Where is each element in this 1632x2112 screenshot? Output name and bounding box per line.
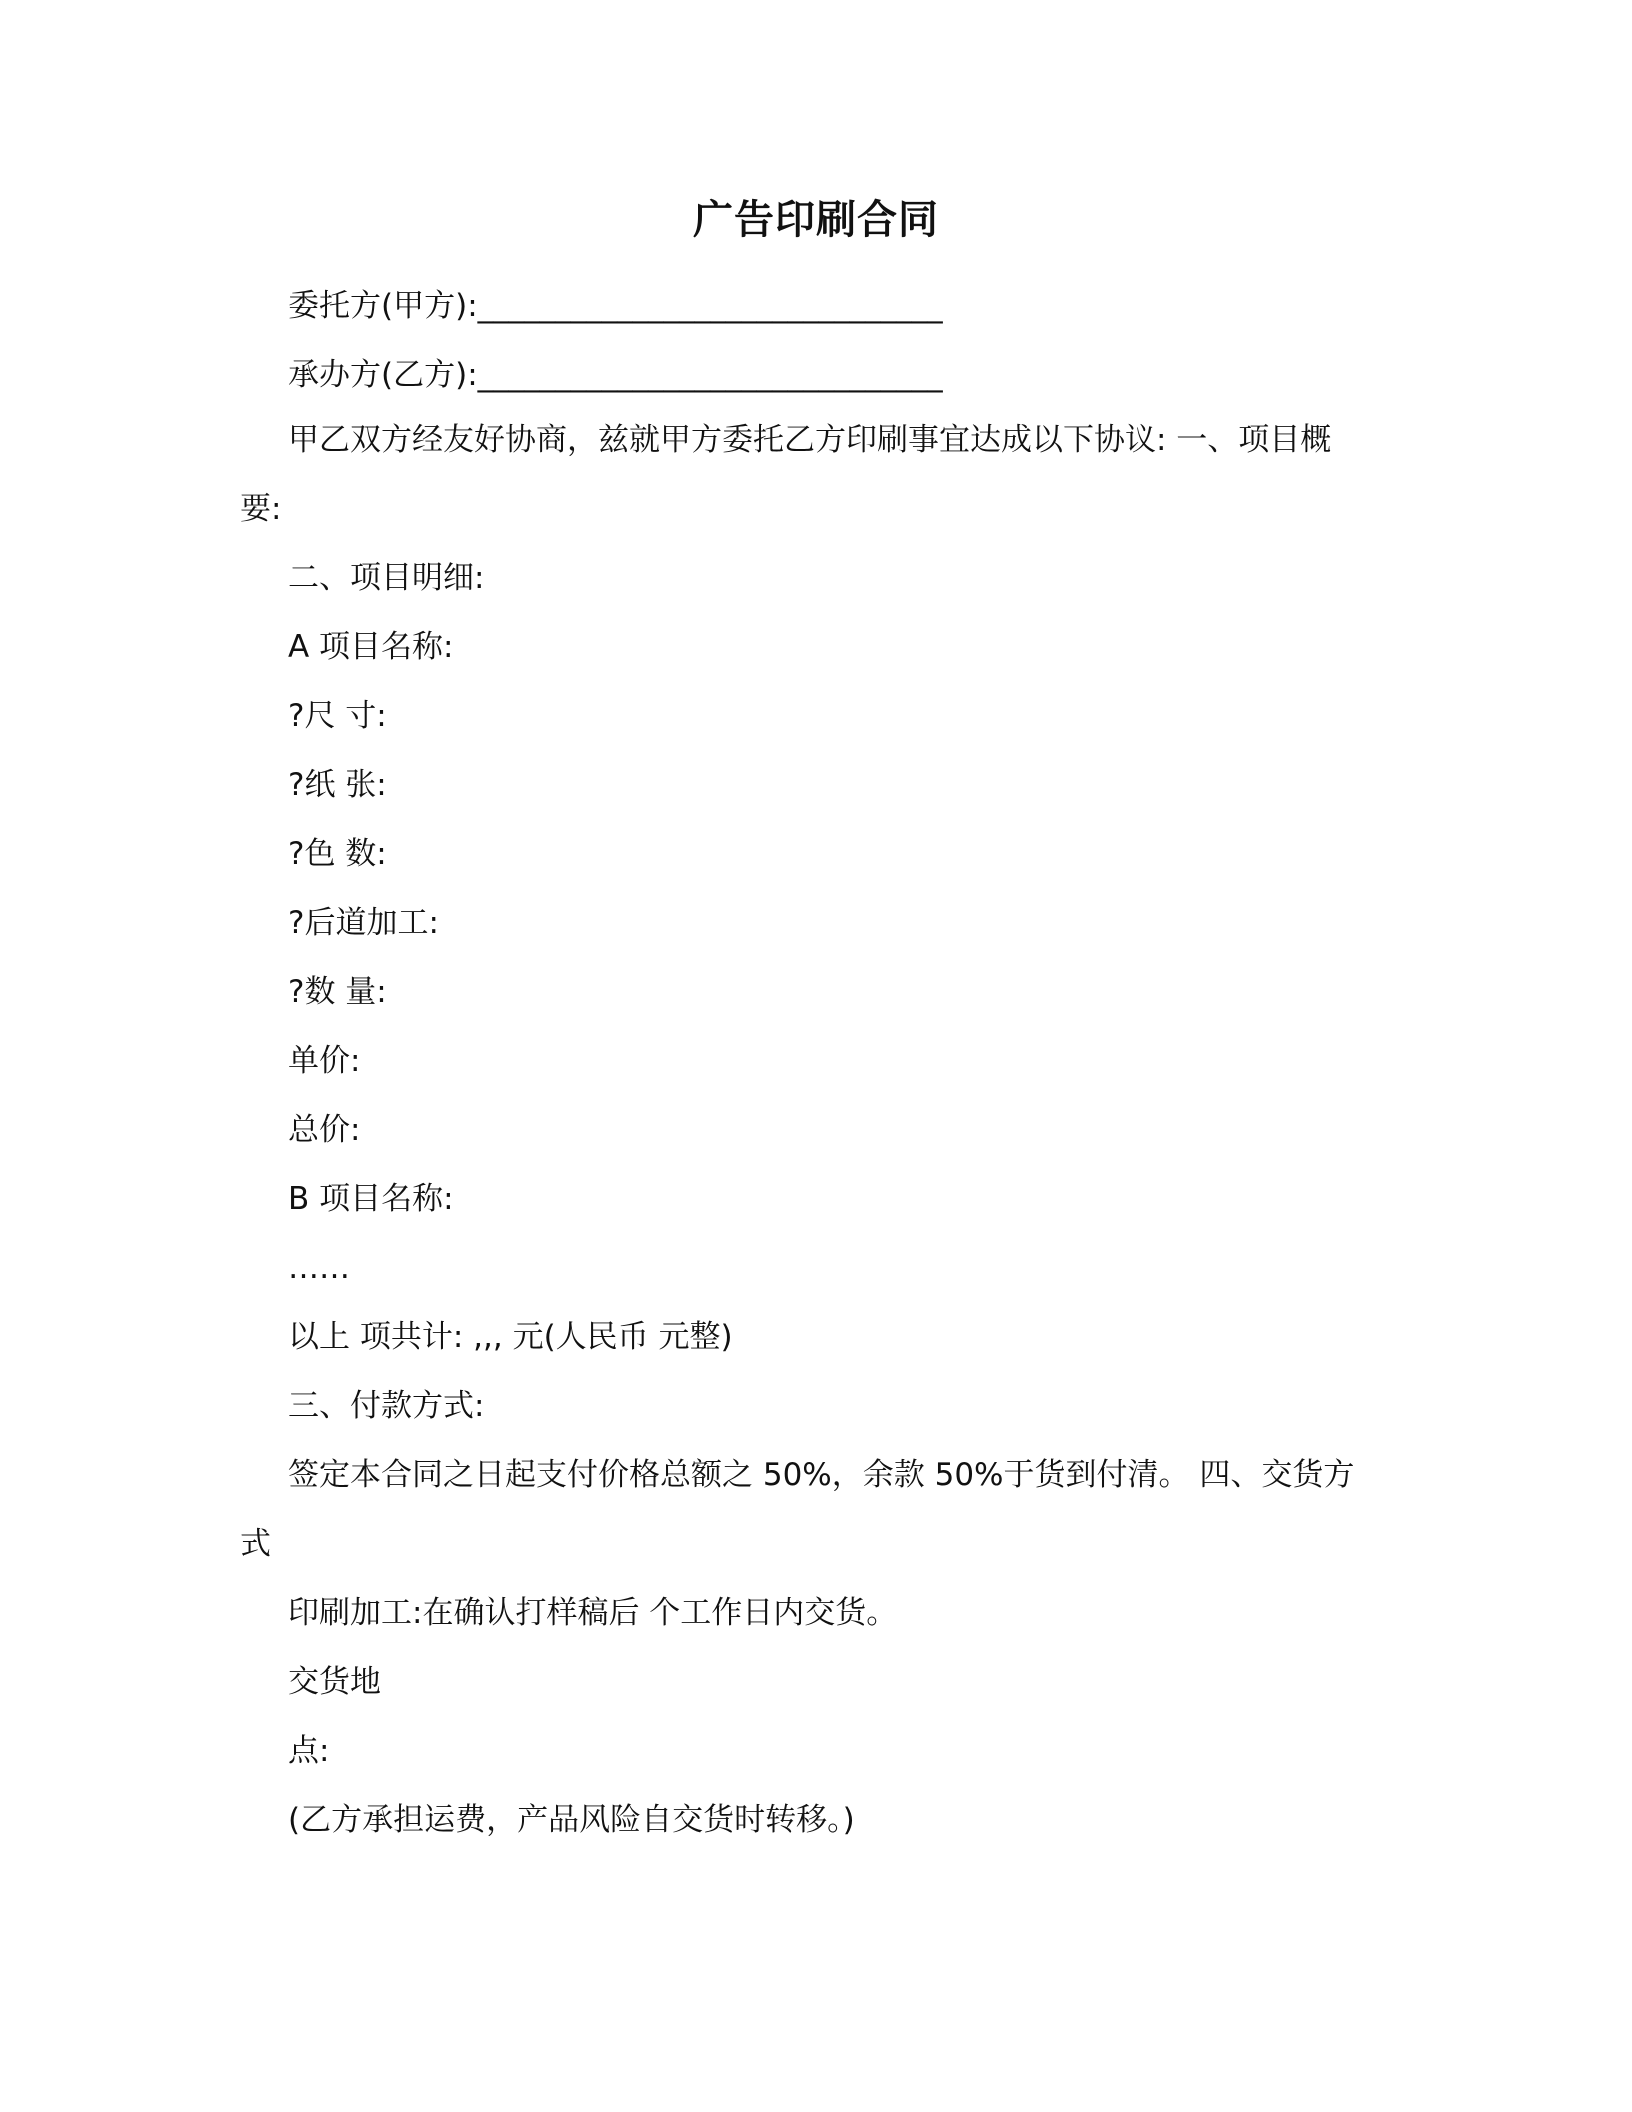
agreement-intro-line: 甲乙双方经友好协商，兹就甲方委托乙方印刷事宜达成以下协议: 一、项目概: [288, 422, 1332, 458]
party-a-line: 委托方(甲方):______________________________: [288, 288, 943, 324]
item-quantity: ?数 量:: [288, 974, 387, 1010]
unit-price: 单价:: [288, 1043, 361, 1079]
item-size: ?尺 寸:: [288, 698, 387, 734]
total-price: 总价:: [288, 1112, 361, 1148]
item-paper: ?纸 张:: [288, 767, 387, 803]
section-2-heading: 二、项目明细:: [288, 560, 485, 596]
item-a-name: A 项目名称:: [288, 629, 454, 665]
delivery-place-colon: 点:: [288, 1733, 330, 1769]
delivery-time-line: 印刷加工:在确认打样稿后 个工作日内交货。: [288, 1595, 898, 1631]
payment-terms-line: 签定本合同之日起支付价格总额之 50%，余款 50%于货到付清。 四、交货方: [288, 1457, 1355, 1493]
total-amount-line: 以上 项共计: ,,, 元(人民币 元整): [288, 1319, 733, 1355]
ellipsis-line: ……: [288, 1250, 350, 1286]
shipping-risk-note: (乙方承担运费，产品风险自交货时转移。): [288, 1802, 855, 1838]
section-3-heading: 三、付款方式:: [288, 1388, 485, 1424]
party-b-line: 承办方(乙方):______________________________: [288, 357, 943, 393]
document-title: 广告印刷合同: [693, 197, 939, 243]
item-post-processing: ?后道加工:: [288, 905, 439, 941]
payment-terms-continuation: 式: [240, 1526, 271, 1562]
item-b-name: B 项目名称:: [288, 1181, 454, 1217]
item-colors: ?色 数:: [288, 836, 387, 872]
agreement-intro-continuation: 要:: [240, 491, 282, 527]
delivery-place-label: 交货地: [288, 1664, 381, 1700]
